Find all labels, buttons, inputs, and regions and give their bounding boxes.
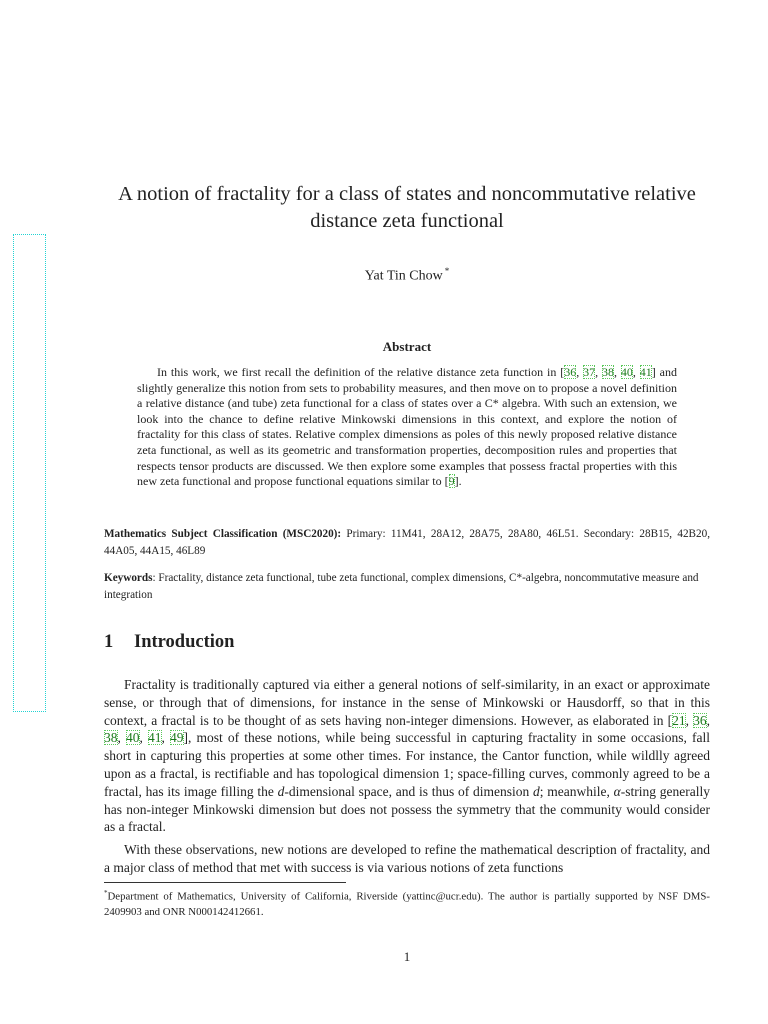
paragraph-text: -string generally has non-integer Minkowski dimension but does not possess the symmetry that the community would consider as a fractal. <box>104 783 710 835</box>
intro-paragraph <box>104 676 710 836</box>
paragraph-text: Fractality is traditionally captured via either a general notions of self-similarity, in an exact or approximate sense, or through that of dimensions, for instance in the sense of Minkowski or Hausdorff, so that in this context, a fractal is to be thought of as sets having non-integer dimensions. However, as elaborated in [ <box>104 677 710 728</box>
footnote-rule <box>104 882 346 883</box>
msc-classification <box>104 526 710 560</box>
abstract-text: ]. <box>454 474 462 489</box>
intro-paragraph: With these observations, new notions are developed to refine the mathematical description of fractality, and a major class of method that met with success is via various notions of zeta functions <box>104 842 710 875</box>
citation-separator: , <box>576 365 584 379</box>
citation-separator: , <box>706 712 710 728</box>
keywords-label: Keywords <box>104 572 153 584</box>
arxiv-stamp-frame <box>13 234 46 712</box>
citation-separator: , <box>117 730 126 746</box>
section-number: 1 <box>104 632 114 652</box>
citation-separator: , <box>139 730 148 746</box>
citation-link[interactable]: 41 <box>639 365 652 379</box>
paragraph-text: ; meanwhile, <box>539 783 614 799</box>
section-title: Introduction <box>134 632 235 652</box>
citation-link[interactable]: 21 <box>672 712 686 728</box>
section-heading <box>104 632 234 653</box>
citation-link[interactable]: 38 <box>602 365 614 379</box>
citation-separator: , <box>685 712 694 728</box>
abstract-text: ] and slightly generalize this notion from sets to probability measures, and then move on to propose a novel definition a relative distance (and tube) zeta functional for a class of states over a C* algebra. With such an extension, we look into the chance to define relative Minkowski dimensions in this context, and explore the notion of fractality for this class of states. Relative complex dimensions as poles of this newly proposed relative distance zeta functional, as well as its geometric and transformation properties, decomposition rules and properties that respects tensor products are discussed. We then explore some examples that possess fractal properties with this new zeta functional and propose functional equations similar to [ <box>137 365 677 489</box>
math-variable: d <box>277 783 285 799</box>
footnote <box>104 886 710 921</box>
paper-title: A notion of fractality for a class of states and noncommutative relative distance zeta functional <box>118 183 696 232</box>
citation-separator: , <box>614 365 621 379</box>
author-name: Yat Tin Chow <box>364 268 443 284</box>
footnote-text: Department of Mathematics, University of California, Riverside (yattinc@ucr.edu). The author is partially supported by NSF DMS-2409903 and ONR N000142412661. <box>104 890 710 919</box>
citation-link[interactable]: 38 <box>104 730 118 746</box>
author-footnote-mark[interactable]: * <box>444 266 450 276</box>
abstract-text: In this work, we first recall the definition of the relative distance zeta function in [ <box>157 365 565 379</box>
keywords-list: : Fractality, distance zeta functional, tube zeta functional, complex dimensions, C*-algebra, noncommutative measure and integration <box>104 572 699 601</box>
citation-link[interactable]: 36 <box>693 712 707 728</box>
author-line <box>104 262 710 286</box>
abstract-body <box>137 365 677 490</box>
msc-codes: Primary: 11M41, 28A12, 28A75, 28A80, 46L51. Secondary: 28B15, 42B20, 44A05, 44A15, 46L89 <box>104 528 710 557</box>
citation-link[interactable]: 49 <box>170 730 184 746</box>
math-variable: α <box>613 783 621 799</box>
citation-separator: , <box>161 730 170 746</box>
citation-link[interactable]: 40 <box>126 730 140 746</box>
page-number: 1 <box>403 949 411 964</box>
citation-separator: , <box>595 365 602 379</box>
paragraph-text: ], most of these notions, while being successful in capturing fractality in some occasions, fall short in capturing this properties at some other times. For instance, the Cantor function, while wildlly agreed upon as a fractal, is rectifiable and has topological dimension 1; space-filling curves, commonly agreed to be a fractal, has its image filling the <box>104 730 710 799</box>
citation-link[interactable]: 9 <box>448 474 455 489</box>
paragraph-text: -dimensional space, and is thus of dimension <box>284 783 534 799</box>
abstract-heading: Abstract <box>382 339 432 354</box>
citation-link[interactable]: 40 <box>620 365 633 379</box>
citation-separator: , <box>632 365 640 379</box>
math-variable: d <box>533 783 540 799</box>
footnote-mark: * <box>104 889 108 897</box>
citation-link[interactable]: 37 <box>583 365 596 379</box>
citation-link[interactable]: 41 <box>148 730 162 746</box>
citation-link[interactable]: 36 <box>564 365 577 379</box>
keywords <box>104 570 710 604</box>
msc-label: Mathematics Subject Classification (MSC2020): <box>104 528 342 540</box>
